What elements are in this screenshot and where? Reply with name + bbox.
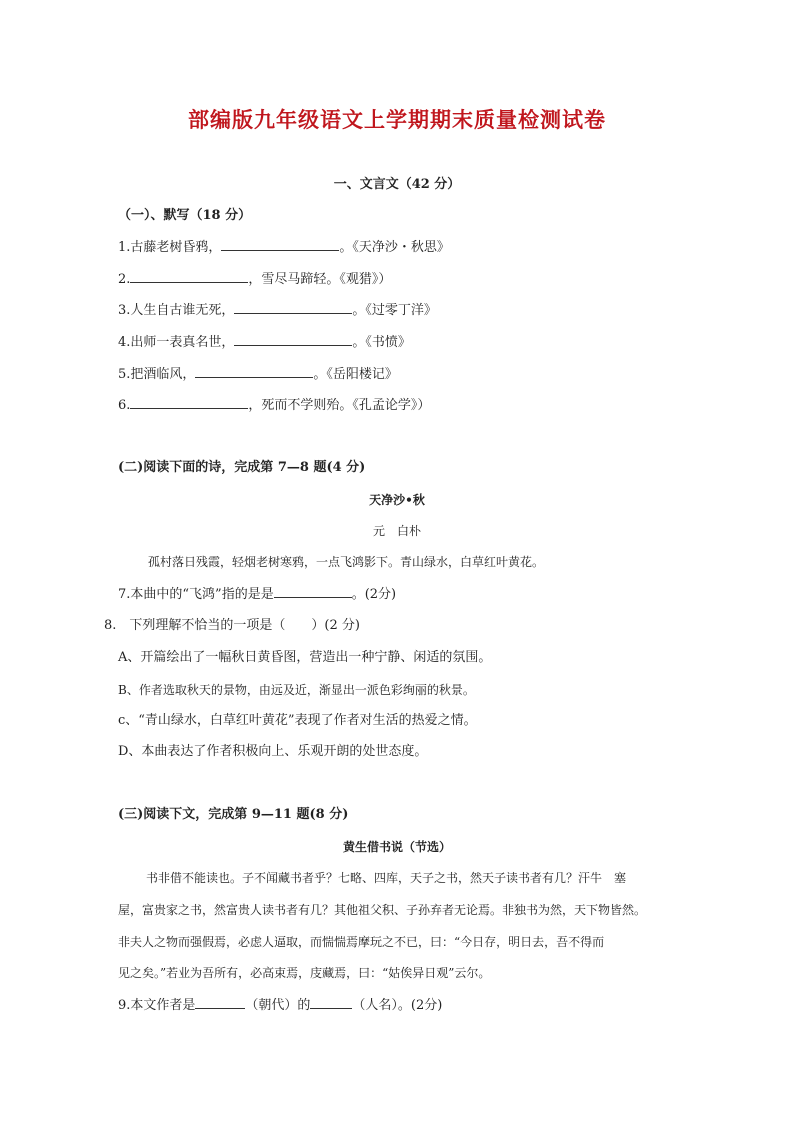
- answer-blank: [130, 396, 248, 409]
- question-6-text: ，死而不学则殆。《孔孟论学》）: [248, 398, 431, 413]
- poem-author: 元 白朴: [372, 524, 421, 538]
- question-1: [118, 238, 450, 257]
- essay-paragraph-line-2: 屋，富贵家之书，然富贵人读书者有几？其他祖父积、子孙弃者无论焉。非独书为然，天下物皆然。: [118, 903, 647, 917]
- option-c: c、“青山绿水，白草红叶黄花”表现了作者对生活的热爱之情。: [118, 713, 477, 728]
- question-4-text: 4.出师一表真名世，: [118, 335, 235, 350]
- option-b: B、作者选取秋天的景物，由远及近，渐显出一派色彩绚丽的秋景。: [118, 683, 475, 697]
- option-a: A、开篇绘出了一幅秋日黄昏图，营造出一种宁静、闲适的氛围。: [118, 650, 492, 665]
- section-heading-1: （一）、默写（18 分）: [118, 208, 252, 223]
- question-9-text: 9.本文作者是: [118, 998, 196, 1013]
- answer-blank: [234, 301, 352, 314]
- question-6: [118, 396, 430, 415]
- question-1-text: 1.古藤老树昏鸦，: [118, 240, 222, 255]
- question-5: [118, 365, 398, 384]
- question-2: [118, 270, 391, 289]
- question-4-source: 。《书愤》: [352, 335, 411, 350]
- answer-blank: [195, 996, 245, 1009]
- question-3: [118, 301, 437, 320]
- section-heading-2: (二)阅读下面的诗，完成第 7—8 题(4 分): [118, 460, 366, 475]
- section-heading-3: (三)阅读下文，完成第 9—11 题(8 分): [118, 807, 349, 822]
- question-1-source: 。《天净沙・秋思》: [339, 240, 450, 255]
- answer-blank: [130, 270, 248, 283]
- essay-paragraph-line-3: 非夫人之物而强假焉，必虑人逼取，而惴惴焉摩玩之不已，曰：“今日存，明日去，吾不得而: [118, 935, 605, 949]
- question-2-number: 2.: [118, 272, 131, 287]
- question-7-score: 。(2分): [351, 587, 397, 602]
- answer-blank: [310, 996, 352, 1009]
- question-4: [118, 333, 411, 352]
- essay-title: 黄生借书说（节选）: [342, 840, 451, 854]
- poem-title: 天净沙•秋: [369, 493, 425, 507]
- question-7: [118, 585, 396, 604]
- page-title: 部编版九年级语文上学期期末质量检测试卷: [188, 108, 606, 132]
- essay-paragraph-line-4: 见之矣。”若业为吾所有，必高束焉，庋藏焉，曰：“姑俟异日观”云尔。: [118, 966, 491, 980]
- question-9: [118, 996, 442, 1015]
- answer-blank: [221, 238, 339, 251]
- question-6-number: 6.: [118, 398, 131, 413]
- essay-paragraph-line-1: 书非借不能读也。子不闻藏书者乎？七略、四库，天子之书，然天子读书者有几？汗牛 塞: [146, 871, 627, 885]
- question-7-text: 7.本曲中的“飞鸿”指的是是: [118, 587, 274, 602]
- question-2-text: ，雪尽马蹄轻。《观猎》）: [248, 272, 392, 287]
- question-9-mid: （朝代）的: [245, 998, 311, 1013]
- question-8: 8. 下列理解不恰当的一项是（ ）(2 分): [104, 618, 360, 633]
- question-5-source: 。《岳阳楼记》: [313, 367, 398, 382]
- answer-blank: [274, 585, 352, 598]
- answer-blank: [234, 333, 352, 346]
- answer-blank: [195, 365, 313, 378]
- question-5-text: 5.把酒临风，: [118, 367, 196, 382]
- question-3-text: 3.人生自古谁无死，: [118, 303, 235, 318]
- question-3-source: 。《过零丁洋》: [352, 303, 437, 318]
- part-heading: 一、文言文（42 分）: [333, 177, 461, 192]
- option-d: D、本曲表达了作者积极向上、乐观开朗的处世态度。: [118, 744, 428, 759]
- question-9-end: （人名）。(2分): [352, 998, 443, 1013]
- poem-text: 孤村落日残霞，轻烟老树寒鸦，一点飞鸿影下。青山绿水，白草红叶黄花。: [148, 555, 545, 569]
